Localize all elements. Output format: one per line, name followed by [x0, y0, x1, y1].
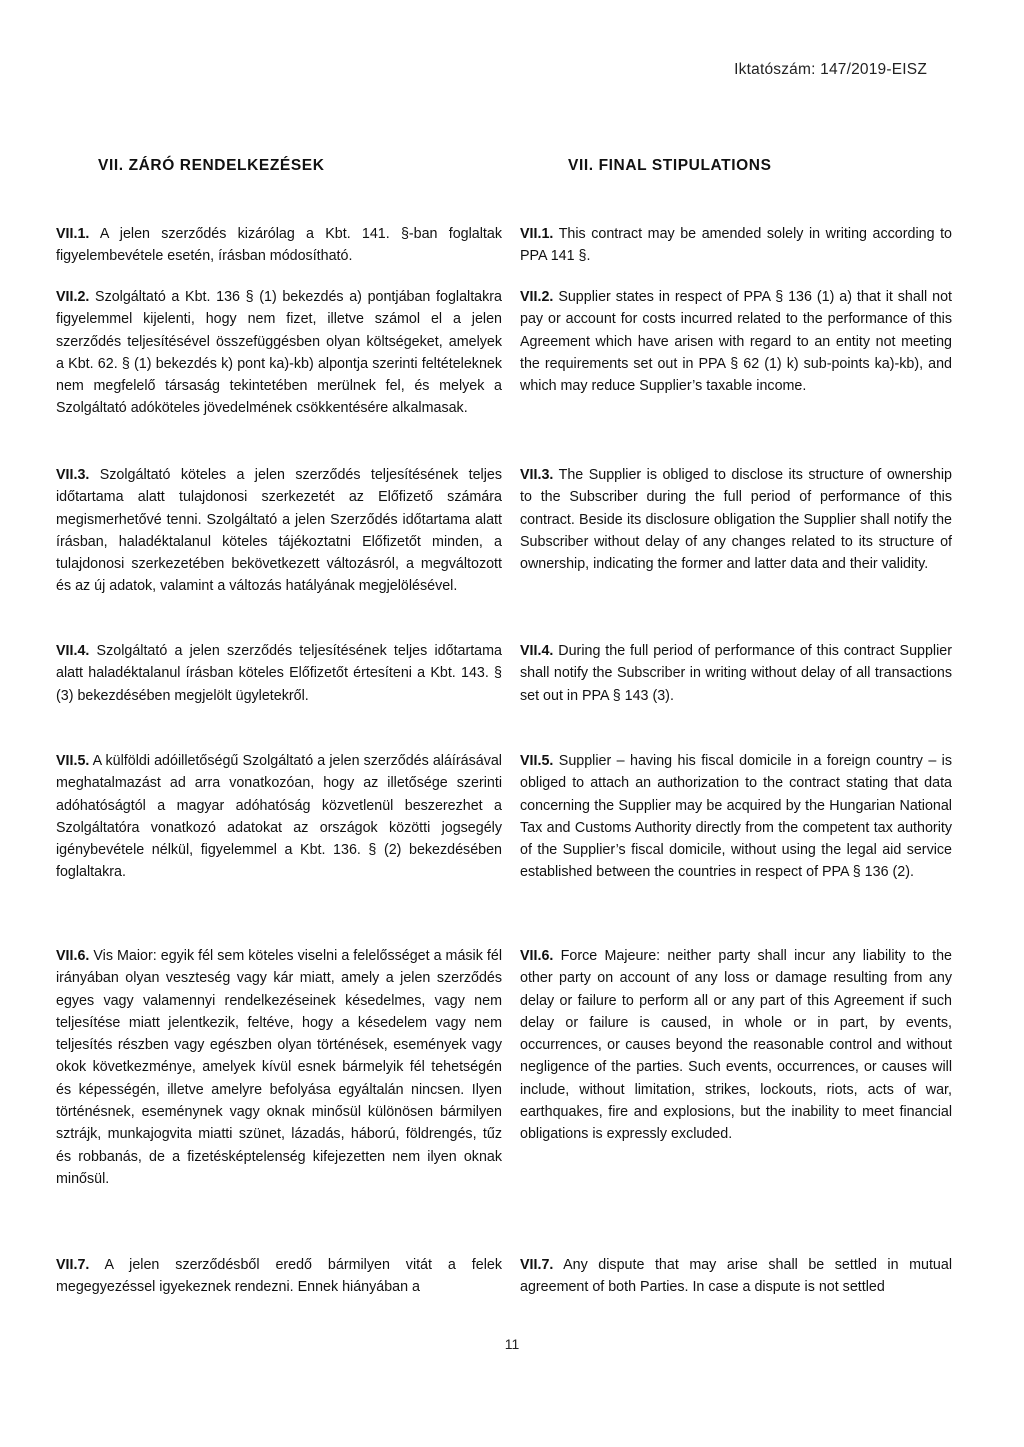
clause-text: During the full period of performance of this contract Supplier shall notify the Subscriber in writing without delay of all transactions set out in PPA § 143 (3). — [520, 643, 952, 704]
clause-text: Force Majeure: neither party shall incur any liability to the other party on account of any loss or damage resulting from any delay or failure to perform all or any part of this Agreement if such delay or failure is caused, in whole or in part, by events, occurrences, or causes beyond the reasonable control and without negligence of the parties. Such events, occurrences, or causes will include, without limitation, strikes, lockouts, riots, acts of war, earthquakes, fire and explosions, but the inability to meet financial obligations is expressly excluded. — [520, 948, 952, 1143]
clause-number: VII.1. — [520, 226, 554, 242]
clause-text: Szolgáltató köteles a jelen szerződés teljesítésének teljes időtartama alatt tulajdonosi szerkezetét az Előfizető számára megismerhetővé tenni. Szolgáltató a jelen Szerződés időtartama alatt írásban, haladéktalanul köteles tájékoztatni Előfizetőt minden, a tulajdonosi szerkezetében bekövetkezett változásról, a megváltozott és az új adatok, valamint a változás hatályának megjelölésével. — [56, 467, 502, 595]
clause-text: A jelen szerződés kizárólag a Kbt. 141. §-ban foglaltak figyelembevétele esetén, írásban módosítható. — [56, 226, 502, 265]
clause-number: VII.6. — [56, 948, 90, 964]
clause-hu-4 — [56, 640, 502, 707]
clause-number: VII.2. — [520, 289, 554, 305]
clause-en-2 — [520, 286, 952, 397]
clause-text: Supplier states in respect of PPA § 136 (1) a) that it shall not pay or account for costs incurred related to the performance of this Agreement which have arisen with regard to an entity not meeting the requirements set out in PPA § 62 (1) k) sub-points ka)-kb), and which may reduce Supplier’s taxable income. — [520, 289, 952, 395]
clause-en-6 — [520, 945, 952, 1146]
clause-text: Szolgáltató a jelen szerződés teljesítésének teljes időtartama alatt haladéktalanul írásban köteles Előfizetőt értesíteni a Kbt. 143. § (3) bekezdésében megjelölt ügyletekről. — [56, 643, 502, 704]
section-heading-hungarian: VII. ZÁRÓ RENDELKEZÉSEK — [98, 157, 325, 174]
clause-hu-2 — [56, 286, 502, 420]
clause-number: VII.6. — [520, 948, 554, 964]
clause-number: VII.4. — [56, 643, 90, 659]
clause-en-5 — [520, 750, 952, 884]
registration-number: Iktatószám: 147/2019-EISZ — [734, 61, 927, 78]
clause-number: VII.1. — [56, 226, 90, 242]
clause-hu-5 — [56, 750, 502, 884]
section-heading-english: VII. FINAL STIPULATIONS — [568, 157, 772, 174]
clause-number: VII.3. — [56, 467, 90, 483]
clause-en-3 — [520, 464, 952, 575]
clause-text: This contract may be amended solely in writing according to PPA 141 §. — [520, 226, 952, 265]
clause-text: A jelen szerződésből eredő bármilyen vitát a felek megegyezéssel igyekeznek rendezni. Ennek hiányában a — [56, 1257, 502, 1296]
clause-text: Szolgáltató a Kbt. 136 § (1) bekezdés a) pontjában foglaltakra figyelemmel kijelenti, hogy nem fizet, illetve számol el a jelen szerződés teljesítésével összefüggésben olyan költségeket, amelyek a Kbt. 62. § (1) bekezdés k) pont ka)-kb) alpontja szerinti feltételeknek nem megfelelő társaság tekintetében merülnek fel, és melyek a Szolgáltató adóköteles jövedelmének csökkentésére alkalmasak. — [56, 289, 502, 417]
clause-number: VII.2. — [56, 289, 90, 305]
clause-en-4 — [520, 640, 952, 707]
clause-text: Vis Maior: egyik fél sem köteles viselni a felelősséget a másik fél irányában olyan veszteség vagy kár miatt, amely a jelen szerződés egyes vagy valamennyi rendelkezéseinek késedelmes, vagy nem teljesítése miatt jelentkezik, feltéve, hogy a késedelem vagy nem teljesítés részben vagy egészben olyan történések, események vagy okok következménye, amelyek kívül esnek bármelyik fél tehetségén és képességén, illetve amelyre befolyása egyáltalán nincsen. Ilyen történésnek, eseménynek vagy oknak minősül különösen bármilyen sztrájk, munkajogvita miatti szünet, lázadás, háború, földrengés, tűz és robbanás, de a fizetésképtelenség kifejezetten nem ilyen oknak minősül. — [56, 948, 502, 1187]
clause-number: VII.5. — [56, 753, 90, 769]
clause-number: VII.7. — [56, 1257, 90, 1273]
clause-hu-1 — [56, 223, 502, 268]
clause-number: VII.4. — [520, 643, 554, 659]
clause-hu-6 — [56, 945, 502, 1190]
clause-en-1 — [520, 223, 952, 268]
clause-hu-3 — [56, 464, 502, 598]
clause-hu-7 — [56, 1254, 502, 1299]
page-number: 11 — [504, 1336, 520, 1352]
clause-en-7 — [520, 1254, 952, 1299]
clause-number: VII.7. — [520, 1257, 554, 1273]
clause-number: VII.5. — [520, 753, 554, 769]
clause-text: Supplier – having his fiscal domicile in a foreign country – is obliged to attach an authorization to the contract stating that data concerning the Supplier may be acquired by the Hungarian National Tax and Customs Authority directly from the competent tax authority of the Supplier’s fiscal domicile, without using the legal aid service established between the countries in respect of PPA § 136 (2). — [520, 753, 952, 881]
clause-text: Any dispute that may arise shall be settled in mutual agreement of both Parties. In case a dispute is not settled — [520, 1257, 952, 1296]
clause-number: VII.3. — [520, 467, 554, 483]
clause-text: The Supplier is obliged to disclose its structure of ownership to the Subscriber during the full period of performance of this contract. Beside its disclosure obligation the Supplier shall notify the Subscriber without delay of any changes related to its structure of ownership, indicating the former and latter data and their validity. — [520, 467, 952, 573]
clause-text: A külföldi adóilletőségű Szolgáltató a jelen szerződés aláírásával meghatalmazást ad arra vonatkozóan, hogy az illetősége szerinti adóhatóságtól a magyar adóhatóság közvetlenül beszerezhet a Szolgáltatóra vonatkozó adatokat az országok közötti jogsegély igénybevétele nélkül, figyelemmel a Kbt. 136. § (2) bekezdésében foglaltakra. — [56, 753, 502, 881]
